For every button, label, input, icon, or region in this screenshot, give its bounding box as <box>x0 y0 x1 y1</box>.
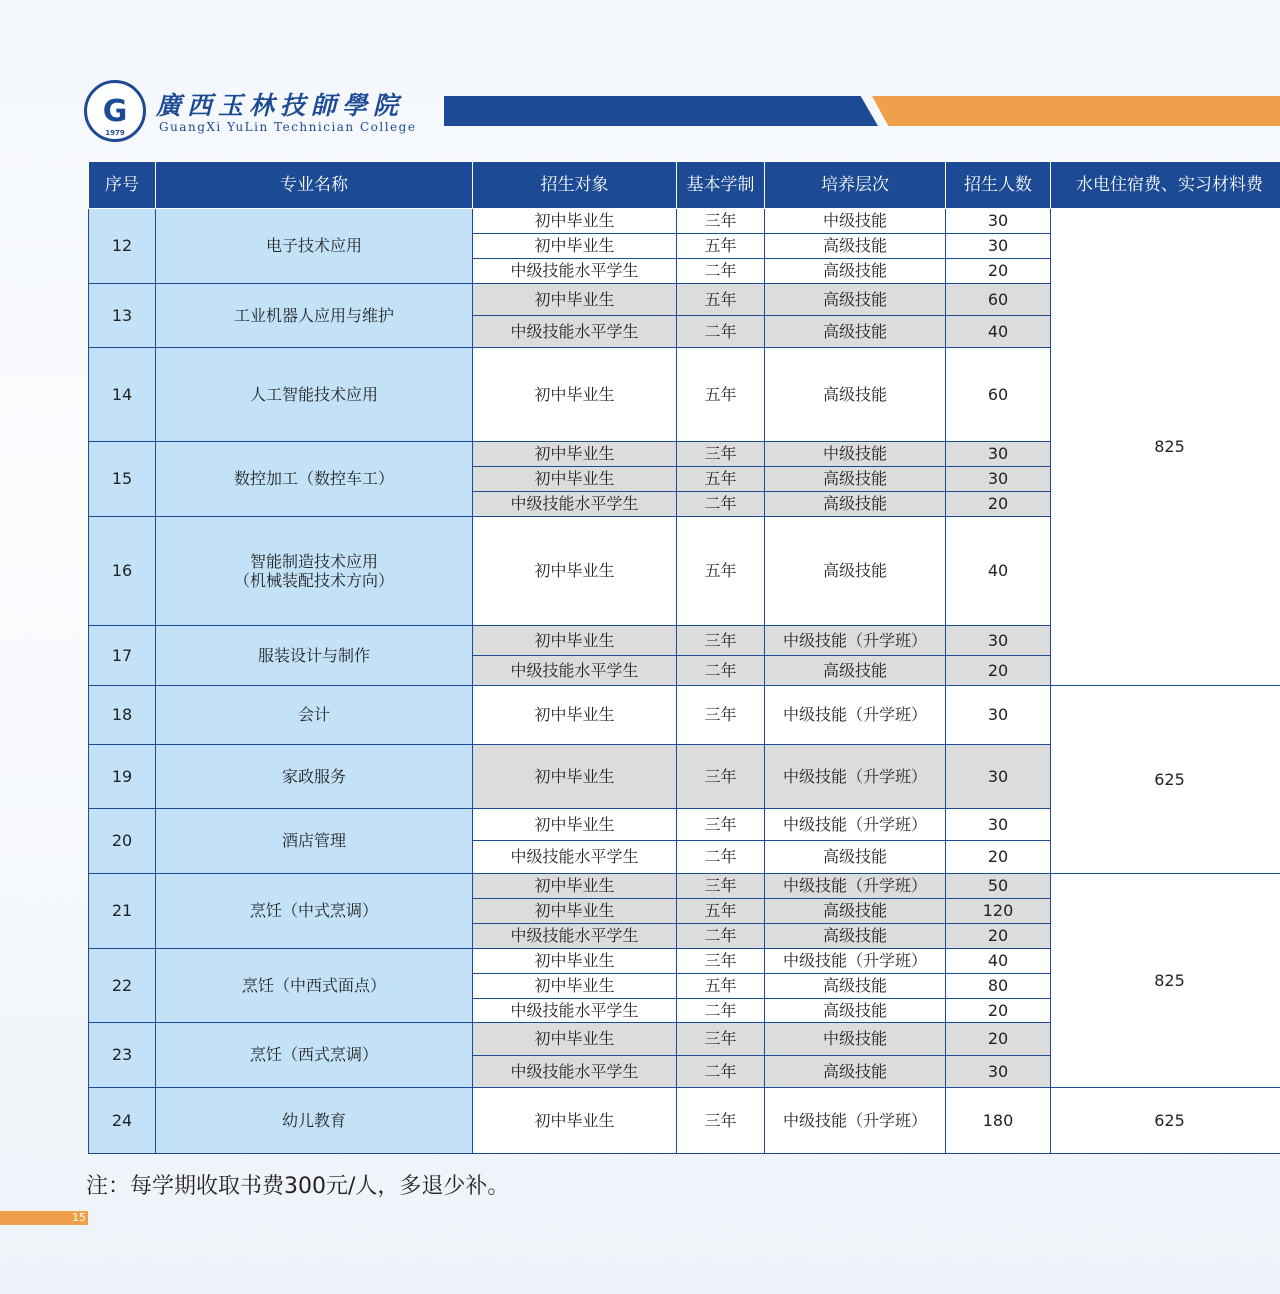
study-duration: 五年 <box>677 517 765 626</box>
study-duration: 二年 <box>677 259 765 284</box>
enrollment-count: 30 <box>946 1056 1051 1088</box>
target-students: 中级技能水平学生 <box>473 999 677 1023</box>
target-students: 初中毕业生 <box>473 899 677 924</box>
training-level: 中级技能（升学班） <box>765 686 946 745</box>
target-students: 初中毕业生 <box>473 348 677 442</box>
enrollment-count: 50 <box>946 874 1051 899</box>
enrollment-count: 20 <box>946 259 1051 284</box>
fee-amount: 825 <box>1051 874 1280 1088</box>
enrollment-count: 30 <box>946 809 1051 841</box>
college-logo: G 1979 <box>84 80 146 142</box>
study-duration: 二年 <box>677 841 765 874</box>
table-row <box>89 686 1280 745</box>
target-students: 中级技能水平学生 <box>473 259 677 284</box>
training-level: 中级技能 <box>765 209 946 234</box>
training-level: 高级技能 <box>765 492 946 517</box>
study-duration: 二年 <box>677 1056 765 1088</box>
major-name: 烹饪（中式烹调） <box>156 874 473 949</box>
study-duration: 三年 <box>677 745 765 809</box>
enrollment-table <box>88 161 1280 1154</box>
training-level: 中级技能（升学班） <box>765 745 946 809</box>
footnote: 注：每学期收取书费300元/人，多退少补。 <box>86 1174 510 1199</box>
training-level: 中级技能（升学班） <box>765 626 946 656</box>
study-duration: 三年 <box>677 1088 765 1154</box>
training-level: 中级技能（升学班） <box>765 949 946 974</box>
enrollment-count: 30 <box>946 209 1051 234</box>
major-number: 16 <box>89 517 156 626</box>
target-students: 初中毕业生 <box>473 467 677 492</box>
training-level: 高级技能 <box>765 234 946 259</box>
column-header: 培养层次 <box>765 162 946 209</box>
study-duration: 五年 <box>677 899 765 924</box>
major-number: 23 <box>89 1023 156 1088</box>
study-duration: 二年 <box>677 492 765 517</box>
column-header: 专业名称 <box>156 162 473 209</box>
major-number: 17 <box>89 626 156 686</box>
training-level: 高级技能 <box>765 517 946 626</box>
major-number: 22 <box>89 949 156 1023</box>
study-duration: 二年 <box>677 316 765 348</box>
enrollment-count: 40 <box>946 316 1051 348</box>
enrollment-count: 20 <box>946 656 1051 686</box>
table-row <box>89 874 1280 899</box>
enrollment-count: 20 <box>946 924 1051 949</box>
major-number: 15 <box>89 442 156 517</box>
target-students: 初中毕业生 <box>473 1088 677 1154</box>
target-students: 初中毕业生 <box>473 626 677 656</box>
college-name-en: GuangXi YuLin Technician College <box>159 120 417 134</box>
target-students: 初中毕业生 <box>473 874 677 899</box>
training-level: 高级技能 <box>765 259 946 284</box>
enrollment-count: 40 <box>946 517 1051 626</box>
enrollment-count: 40 <box>946 949 1051 974</box>
fee-amount: 825 <box>1051 209 1280 686</box>
enrollment-count: 30 <box>946 745 1051 809</box>
page-number: 15 <box>0 1211 88 1225</box>
major-name: 幼儿教育 <box>156 1088 473 1154</box>
training-level: 高级技能 <box>765 284 946 316</box>
major-name: 数控加工（数控车工） <box>156 442 473 517</box>
training-level: 高级技能 <box>765 974 946 999</box>
major-number: 19 <box>89 745 156 809</box>
major-name: 电子技术应用 <box>156 209 473 284</box>
major-number: 14 <box>89 348 156 442</box>
target-students: 中级技能水平学生 <box>473 316 677 348</box>
training-level: 高级技能 <box>765 1056 946 1088</box>
enrollment-count: 30 <box>946 442 1051 467</box>
study-duration: 二年 <box>677 924 765 949</box>
major-name: 工业机器人应用与维护 <box>156 284 473 348</box>
enrollment-count: 20 <box>946 841 1051 874</box>
study-duration: 三年 <box>677 874 765 899</box>
table-header-row <box>89 162 1280 209</box>
study-duration: 二年 <box>677 999 765 1023</box>
study-duration: 五年 <box>677 348 765 442</box>
major-name: 智能制造技术应用 （机械装配技术方向） <box>156 517 473 626</box>
study-duration: 三年 <box>677 686 765 745</box>
training-level: 中级技能（升学班） <box>765 874 946 899</box>
target-students: 初中毕业生 <box>473 974 677 999</box>
target-students: 初中毕业生 <box>473 442 677 467</box>
training-level: 高级技能 <box>765 348 946 442</box>
study-duration: 三年 <box>677 626 765 656</box>
major-name: 烹饪（西式烹调） <box>156 1023 473 1088</box>
major-number: 13 <box>89 284 156 348</box>
enrollment-count: 80 <box>946 974 1051 999</box>
target-students: 初中毕业生 <box>473 949 677 974</box>
training-level: 高级技能 <box>765 999 946 1023</box>
enrollment-count: 120 <box>946 899 1051 924</box>
study-duration: 三年 <box>677 209 765 234</box>
training-level: 高级技能 <box>765 841 946 874</box>
target-students: 初中毕业生 <box>473 809 677 841</box>
target-students: 中级技能水平学生 <box>473 1056 677 1088</box>
training-level: 高级技能 <box>765 899 946 924</box>
major-name: 烹饪（中西式面点） <box>156 949 473 1023</box>
target-students: 初中毕业生 <box>473 686 677 745</box>
training-level: 高级技能 <box>765 656 946 686</box>
study-duration: 五年 <box>677 234 765 259</box>
major-name: 人工智能技术应用 <box>156 348 473 442</box>
study-duration: 三年 <box>677 1023 765 1056</box>
major-number: 20 <box>89 809 156 874</box>
major-name: 家政服务 <box>156 745 473 809</box>
training-level: 中级技能 <box>765 442 946 467</box>
column-header: 招生对象 <box>473 162 677 209</box>
training-level: 高级技能 <box>765 467 946 492</box>
fee-amount: 625 <box>1051 686 1280 874</box>
study-duration: 五年 <box>677 974 765 999</box>
enrollment-count: 60 <box>946 284 1051 316</box>
study-duration: 三年 <box>677 809 765 841</box>
enrollment-count: 180 <box>946 1088 1051 1154</box>
target-students: 初中毕业生 <box>473 745 677 809</box>
study-duration: 二年 <box>677 656 765 686</box>
major-number: 24 <box>89 1088 156 1154</box>
major-number: 21 <box>89 874 156 949</box>
column-header: 水电住宿费、实习材料费 <box>1051 162 1280 209</box>
major-number: 18 <box>89 686 156 745</box>
major-number: 12 <box>89 209 156 284</box>
study-duration: 三年 <box>677 949 765 974</box>
major-name: 会计 <box>156 686 473 745</box>
enrollment-count: 60 <box>946 348 1051 442</box>
target-students: 初中毕业生 <box>473 284 677 316</box>
training-level: 高级技能 <box>765 316 946 348</box>
training-level: 中级技能 <box>765 1023 946 1056</box>
target-students: 中级技能水平学生 <box>473 492 677 517</box>
column-header: 招生人数 <box>946 162 1051 209</box>
logo-year: 1979 <box>105 129 125 137</box>
column-header: 序号 <box>89 162 156 209</box>
training-level: 高级技能 <box>765 924 946 949</box>
enrollment-count: 30 <box>946 626 1051 656</box>
enrollment-count: 30 <box>946 234 1051 259</box>
target-students: 中级技能水平学生 <box>473 841 677 874</box>
target-students: 中级技能水平学生 <box>473 656 677 686</box>
header-band-blue <box>444 96 878 126</box>
fee-amount: 625 <box>1051 1088 1280 1154</box>
training-level: 中级技能（升学班） <box>765 1088 946 1154</box>
enrollment-count: 30 <box>946 686 1051 745</box>
major-name: 服装设计与制作 <box>156 626 473 686</box>
target-students: 初中毕业生 <box>473 1023 677 1056</box>
enrollment-count: 20 <box>946 999 1051 1023</box>
column-header: 基本学制 <box>677 162 765 209</box>
study-duration: 三年 <box>677 442 765 467</box>
study-duration: 五年 <box>677 467 765 492</box>
enrollment-count: 20 <box>946 1023 1051 1056</box>
target-students: 初中毕业生 <box>473 209 677 234</box>
table-row <box>89 209 1280 234</box>
target-students: 初中毕业生 <box>473 517 677 626</box>
table-row <box>89 1088 1280 1154</box>
study-duration: 五年 <box>677 284 765 316</box>
major-name: 酒店管理 <box>156 809 473 874</box>
training-level: 中级技能（升学班） <box>765 809 946 841</box>
college-name-cn: 廣西玉林技師學院 <box>156 91 405 120</box>
target-students: 初中毕业生 <box>473 234 677 259</box>
target-students: 中级技能水平学生 <box>473 924 677 949</box>
enrollment-count: 20 <box>946 492 1051 517</box>
enrollment-count: 30 <box>946 467 1051 492</box>
header-band-orange <box>872 96 1280 126</box>
